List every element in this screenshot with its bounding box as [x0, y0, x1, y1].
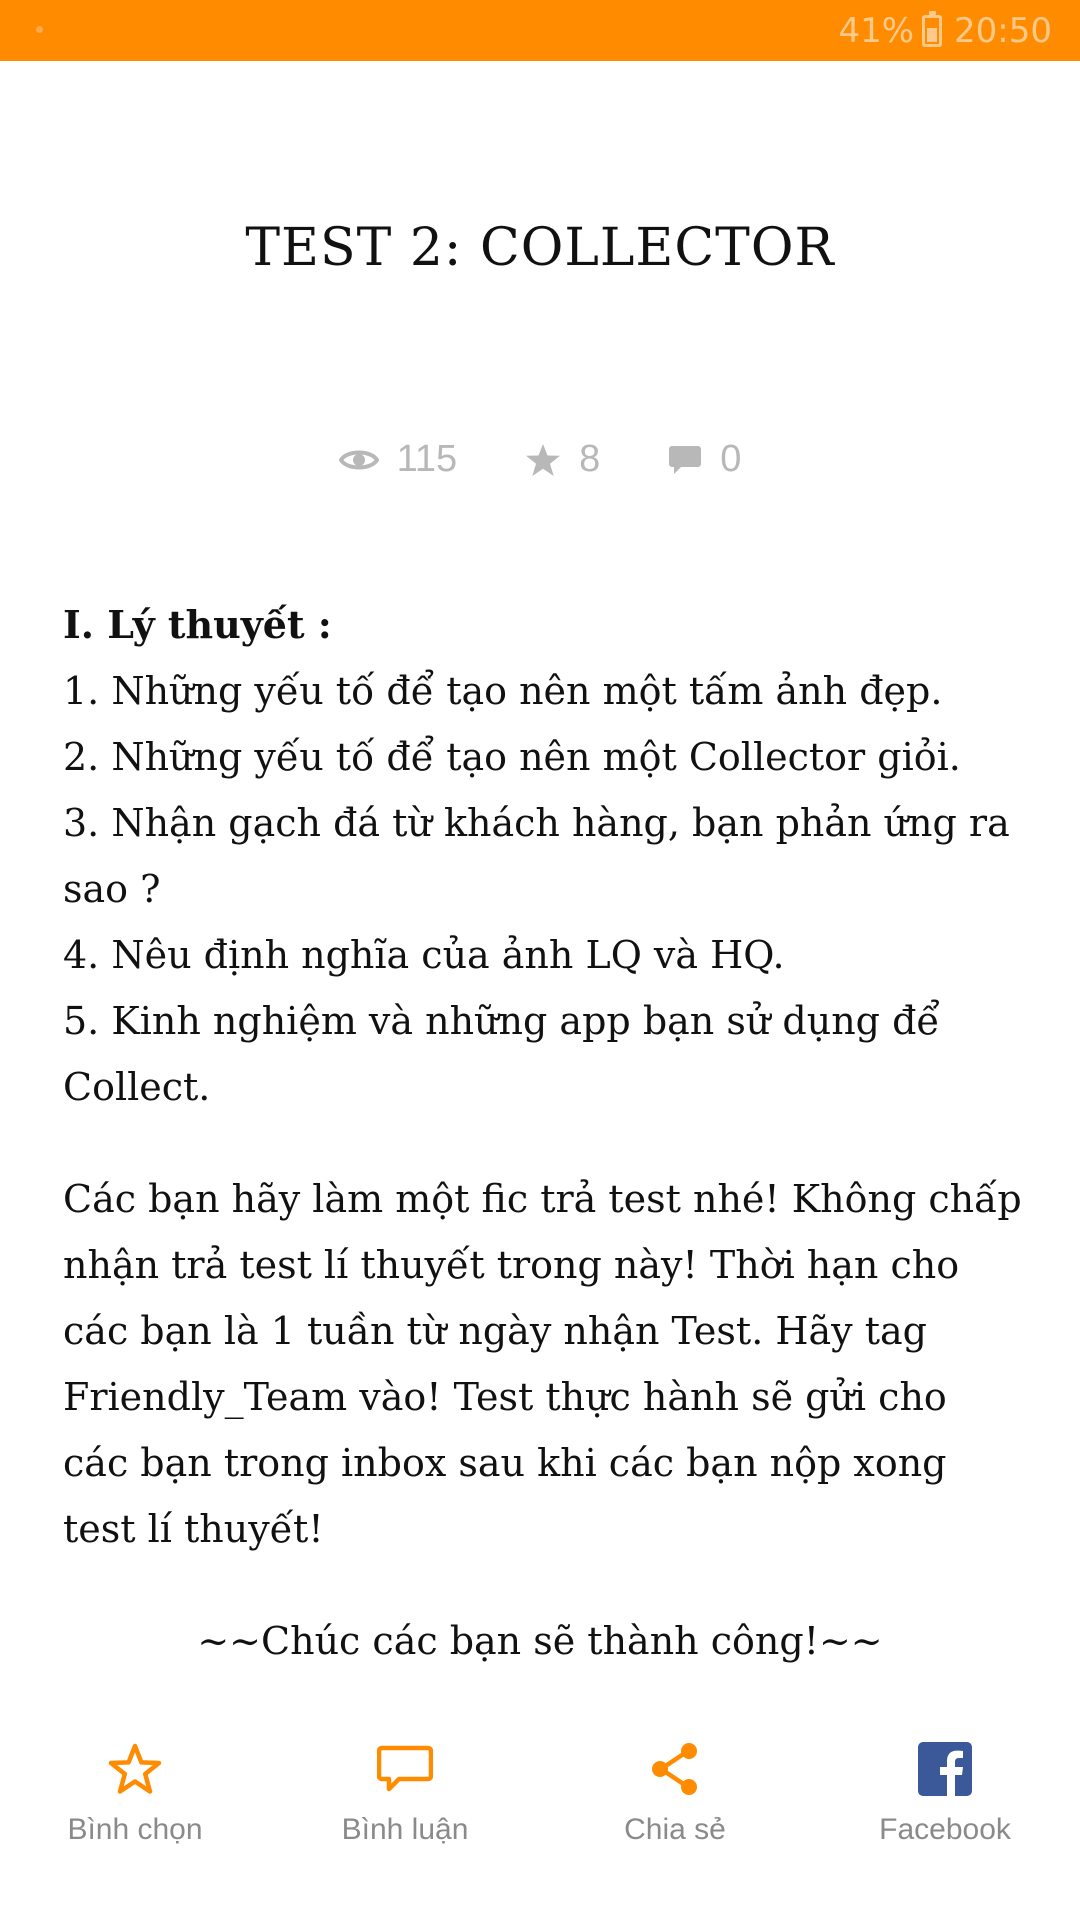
story-title: TEST 2: COLLECTOR [245, 218, 835, 278]
votes-stat [525, 438, 600, 481]
section-heading: I. Lý thuyết : [63, 602, 332, 647]
views-count: 115 [396, 438, 458, 480]
battery-percentage: 41% [838, 10, 915, 51]
star-icon [525, 443, 561, 477]
star-outline-icon [108, 1743, 162, 1795]
list-item: 2. Những yếu tố để tạo nên một Collector giỏi. [63, 735, 961, 779]
comment-outline-icon [377, 1744, 433, 1794]
status-bar [0, 0, 1080, 61]
battery-icon [922, 15, 942, 47]
facebook-label: Facebook [879, 1813, 1011, 1846]
views-stat [339, 438, 458, 481]
comments-stat [668, 438, 741, 481]
votes-count: 8 [579, 438, 601, 480]
story-content [63, 592, 1023, 1674]
eye-icon [339, 447, 379, 473]
comments-count: 0 [720, 438, 742, 480]
comment-button[interactable] [270, 1735, 540, 1885]
instructions-paragraph: Các bạn hãy làm một fic trả test nhé! Không chấp nhận trả test lí thuyết trong này! Thời hạn cho các bạn là 1 tuần từ ngày nhận Test. Hãy tag Friendly_Team vào! Test thực hành sẽ gửi cho các bạn trong inbox sau khi các bạn nộp xong test lí thuyết! [63, 1177, 1022, 1551]
list-item: 1. Những yếu tố để tạo nên một tấm ảnh đẹp. [63, 669, 943, 713]
closing-line: ~~Chúc các bạn sẽ thành công!~~ [197, 1619, 883, 1663]
facebook-button[interactable] [810, 1735, 1080, 1885]
action-bar [0, 1735, 1080, 1885]
story-stats [0, 438, 1080, 481]
share-icon [648, 1741, 702, 1797]
comment-label: Bình luận [341, 1813, 469, 1846]
vote-button[interactable] [0, 1735, 270, 1885]
list-item: 5. Kinh nghiệm và những app bạn sử dụng để Collect. [63, 999, 940, 1109]
notification-dot [36, 26, 43, 33]
comment-icon [668, 444, 702, 476]
clock: 20:50 [954, 10, 1052, 51]
share-button[interactable] [540, 1735, 810, 1885]
vote-label: Bình chọn [67, 1813, 203, 1846]
list-item: 3. Nhận gạch đá từ khách hàng, bạn phản ứng ra sao ? [63, 801, 1010, 911]
share-label: Chia sẻ [624, 1813, 726, 1846]
list-item: 4. Nêu định nghĩa của ảnh LQ và HQ. [63, 933, 785, 977]
facebook-icon [918, 1742, 972, 1796]
